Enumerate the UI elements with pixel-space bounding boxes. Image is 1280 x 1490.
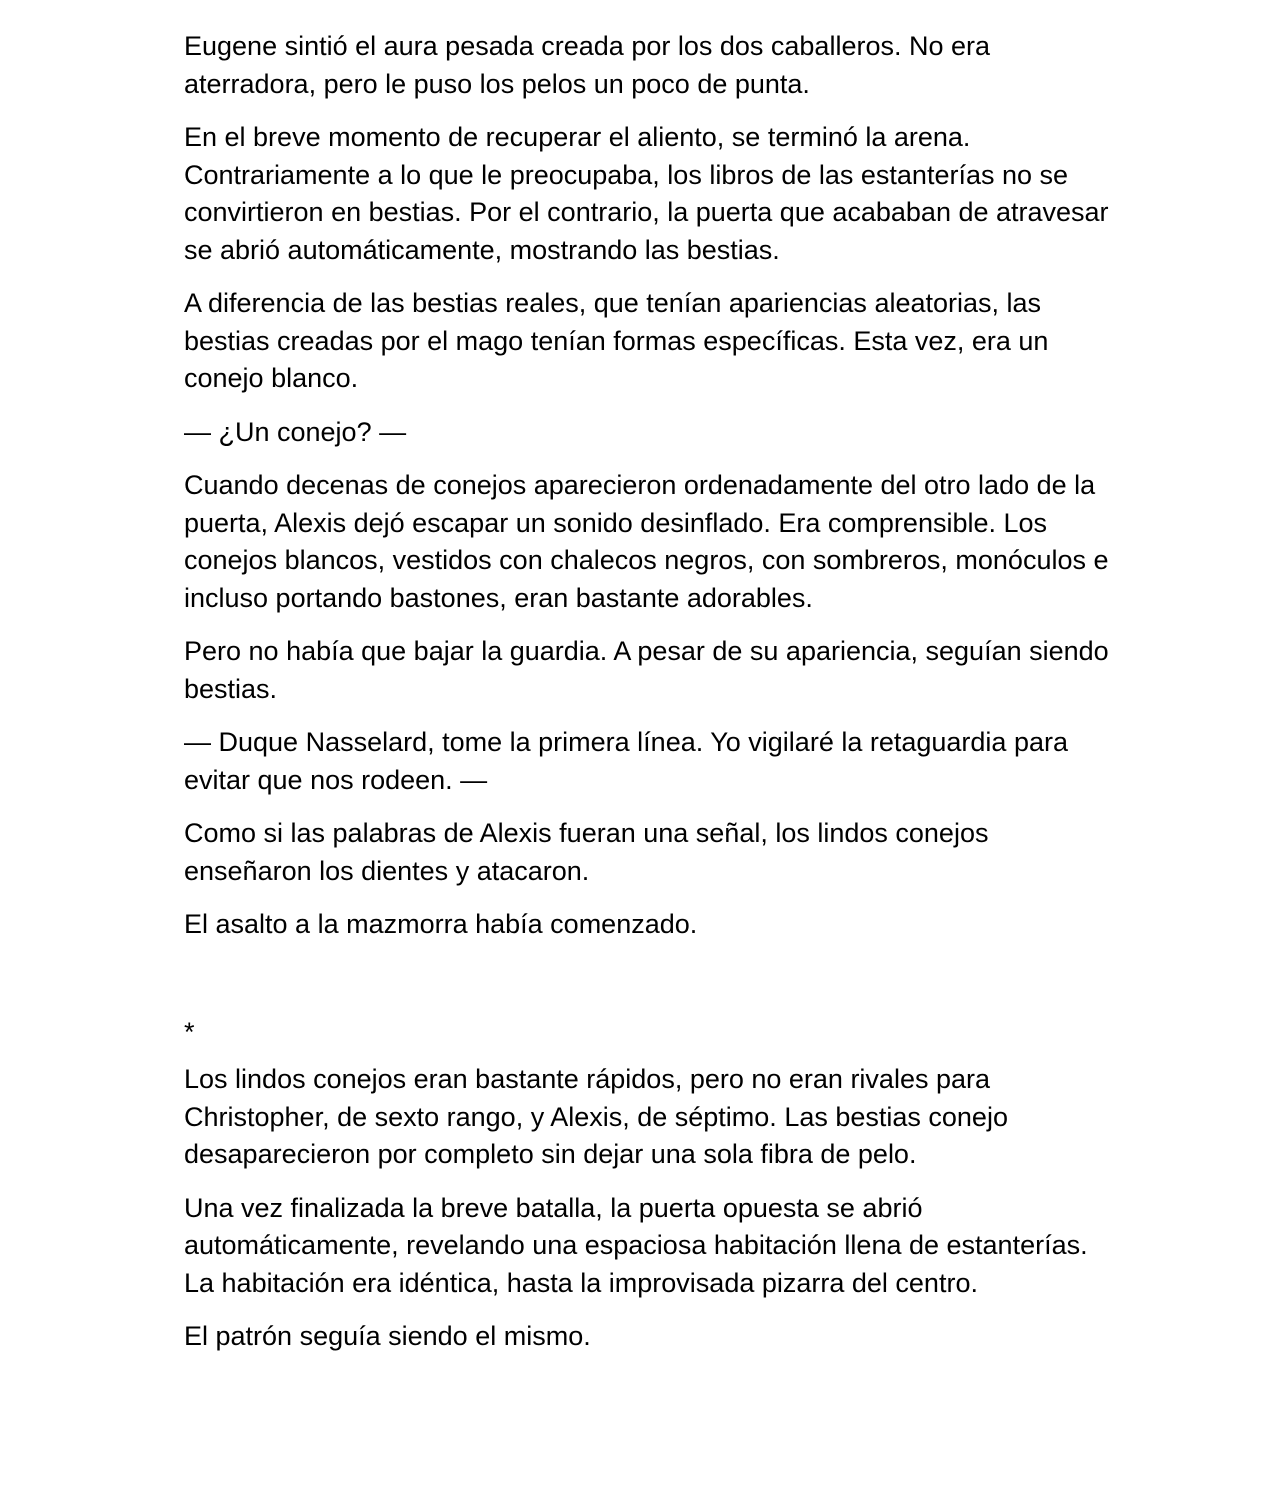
dialogue-line: — Duque Nasselard, tome la primera línea. Yo vigilaré la retaguardia para evitar que nos rodeen. — [184, 727, 1068, 795]
paragraph: Como si las palabras de Alexis fueran una señal, los lindos conejos enseñaron los dientes y atacaron. [184, 818, 989, 886]
paragraph: El patrón seguía siendo el mismo. [184, 1321, 591, 1351]
paragraph: Una vez finalizada la breve batalla, la puerta opuesta se abrió automáticamente, revelando una espaciosa habitación llena de estanterías. La habitación era idéntica, hasta la improvisada pizarra del centro. [184, 1192, 1088, 1298]
scene-break-marker: * [184, 1016, 195, 1047]
dialogue-line: — ¿Un conejo? — [184, 416, 407, 447]
paragraph: El asalto a la mazmorra había comenzado. [184, 909, 698, 939]
paragraph: Los lindos conejos eran bastante rápidos, pero no eran rivales para Christopher, de sexto rango, y Alexis, de séptimo. Las bestias conejo desaparecieron por completo sin dejar una sola fibra de pelo. [184, 1064, 1008, 1169]
paragraph: Pero no había que bajar la guardia. A pesar de su apariencia, seguían siendo bestias. [184, 636, 1109, 704]
paragraph: Cuando decenas de conejos aparecieron ordenadamente del otro lado de la puerta, Alexis dejó escapar un sonido desinflado. Era comprensible. Los conejos blancos, vestidos con chalecos negros, con sombreros, monóculos e incluso portando bastones, eran bastante adorables. [184, 470, 1109, 613]
paragraph: A diferencia de las bestias reales, que tenían apariencias aleatorias, las bestias creadas por el mago tenían formas específicas. Esta vez, era un conejo blanco. [184, 288, 1049, 393]
document-page [184, 28, 1114, 1372]
paragraph: Eugene sintió el aura pesada creada por los dos caballeros. No era aterradora, pero le puso los pelos un poco de punta. [184, 31, 991, 99]
paragraph: En el breve momento de recuperar el aliento, se terminó la arena. Contrariamente a lo que le preocupaba, los libros de las estanterías no se convirtieron en bestias. Por el contrario, la puerta que acababan de atravesar se abrió automáticamente, mostrando las bestias. [184, 122, 1109, 265]
